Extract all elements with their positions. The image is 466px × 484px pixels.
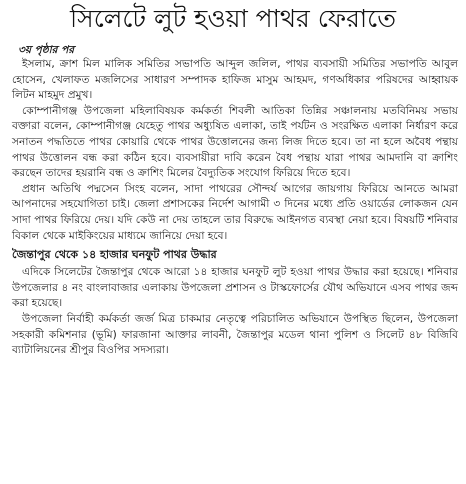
- subheading: জৈন্তাপুর থেকে ১৪ হাজার ঘনফুট পাথর উদ্ধার: [12, 248, 217, 262]
- paragraph-5: উপজেলা নির্বাহী কর্মকর্তা জর্জ মিত্র চাকমার নেতৃত্বে পরিচালিত অভিযানে উপস্থিত ছিলেন, উপজেলা সহকারী কমিশনার (ভূমি) ফারজানা আক্তার লাবনী, জৈন্তাপুর মডেল থানা পুলিশ ও সিলেট ৪৮ বিজিবি ব্যাটালিয়নের শ্রীপুর বিওপির সদস্যরা।: [12, 312, 458, 357]
- continued-from-label: ৩য় পৃষ্ঠার পর: [18, 44, 75, 56]
- paragraph-3: প্রধান অতিথি পদ্মসেন সিংহ বলেন, সাদা পাথরের সৌন্দর্য আগের জায়গায় ফিরিয়ে আনতে আমরা আপনাদের সহযোগিতা চাই। জেলা প্রশাসকের নির্দেশ আগামী ৩ দিনের মধ্যে প্রতি ওয়ার্ডের লোকজন যেন সাদা পাথর ফিরিয়ে দেয়। যদি কেউ না দেয় তাহলে তার বিরুদ্ধে আইনগত ব্যবস্থা নেয়া হবে। বিষয়টি শনিবার বিকাল থেকে মাইকিংয়ের মাধ্যমে জানিয়ে দেয়া হবে।: [12, 182, 458, 242]
- paragraph-1: ইসলাম, ক্রাশ মিল মালিক সমিতির সভাপতি আব্দুল জলিল, পাথর ব্যবসায়ী সমিতির সভাপতি আবুল হোসেন, খেলাফত মজলিসের সাধারণ সম্পাদক হাফিজ মাসুম আহমদ, গণঅধিকার পরিষদের আহ্বায়ক লিটন মাহমুদ প্রমুখ।: [12, 58, 458, 102]
- article-body: [12, 57, 458, 359]
- paragraph-4: এদিকে সিলেটের জৈন্তাপুর থেকে আরো ১৪ হাজার ঘনফুট লুট হওয়া পাথর উদ্ধার করা হয়েছে। শনিবার উপজেলার ৪ নং বাংলাবাজার এলাকায় উপজেলা প্রশাসন ও টাস্কফোর্সের যৌথ অভিযানে এসব পাথর জব্দ করা হয়েছে।: [12, 266, 458, 310]
- headline: সিলেটে লুট হওয়া পাথর ফেরাতে: [70, 4, 396, 33]
- paragraph-2: কোম্পানীগঞ্জ উপজেলা মহিলাবিষয়ক কর্মকর্তা শিবলী আতিকা তিন্নির সঞ্চালনায় মতবিনিময় সভায় বক্তারা বলেন, কোম্পানীগঞ্জ যেহেতু পাথর অধ্যুষিত এলাকা, তাই পর্যটন ও সংরক্ষিত এলাকা নির্ধারণ করে সনাতন পদ্ধতিতে পাথর কোয়ারি থেকে পাথর উত্তোলনের জন্য লিজ দিতে হবে। তা না হলে অবৈধ পন্থায় পাথর উত্তোলন বন্ধ করা কঠিন হবে। ব্যবসায়ীরা দাবি করেন বৈধ পন্থায় যারা পাথর আমদানি বা ক্রাশিং করছেন তাদের হয়রানি বন্ধ ও ক্রাশিং মিলের বৈদ্যুতিক সংযোগ ফিরিয়ে দিতে হবে।: [12, 104, 458, 180]
